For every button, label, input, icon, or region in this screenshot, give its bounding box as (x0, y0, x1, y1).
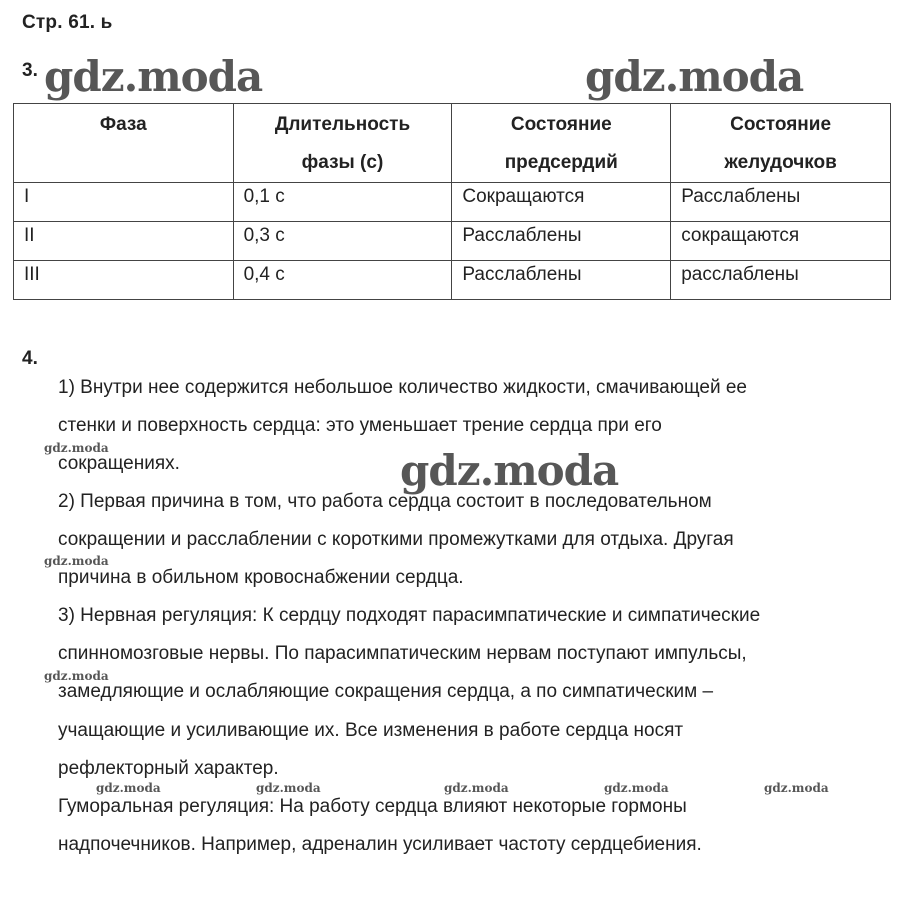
cell-atria: Сокращаются (452, 183, 671, 222)
watermark: gdz.moda (400, 446, 619, 495)
cell-duration: 0,1 с (233, 183, 452, 222)
cell-phase: II (14, 222, 234, 261)
cell-ventricles: расслаблены (671, 261, 891, 300)
watermark: gdz.moda (44, 669, 109, 683)
page-title: Стр. 61. ь (22, 12, 113, 33)
header-duration: Длительность фазы (с) (233, 104, 452, 183)
cell-duration: 0,4 с (233, 261, 452, 300)
header-ventricles-state: Состояние желудочков (671, 104, 891, 183)
paragraph-line: 1) Внутри нее содержится небольшое количество жидкости, смачивающей ее (58, 377, 747, 398)
table-row (14, 261, 891, 300)
cell-atria: Расслаблены (452, 261, 671, 300)
cell-duration: 0,3 с (233, 222, 452, 261)
cell-phase: I (14, 183, 234, 222)
table-header-row (14, 104, 891, 183)
header-phase: Фаза (14, 104, 234, 183)
section-3-number: 3. (22, 60, 38, 81)
watermark: gdz.moda (764, 781, 829, 795)
paragraph-line: сокращении и расслаблении с короткими промежутками для отдыха. Другая (58, 529, 734, 551)
cell-ventricles: Расслаблены (671, 183, 891, 222)
paragraph-line: Гуморальная регуляция: На работу сердца влияют некоторые гормоны (58, 796, 687, 817)
watermark: gdz.moda (96, 781, 161, 795)
watermark: gdz.moda (444, 781, 509, 795)
cell-atria: Расслаблены (452, 222, 671, 261)
paragraph-line: спинномозговые нервы. По парасимпатическим нервам поступают импульсы, (58, 643, 747, 665)
watermark: gdz.moda (44, 554, 109, 568)
cell-ventricles: сокращаются (671, 222, 891, 261)
header-atria-state: Состояние предсердий (452, 104, 671, 183)
paragraph-line: 3) Нервная регуляция: К сердцу подходят парасимпатические и симпатические (58, 605, 761, 626)
answer-paragraph-4 (58, 788, 898, 864)
section-4-number: 4. (22, 348, 38, 369)
answer-paragraph-3 (58, 597, 898, 788)
paragraph-line: сокращениях. (58, 453, 180, 475)
paragraph-line: надпочечников. Например, адреналин усиливает частоту сердцебиения. (58, 834, 702, 856)
watermark: gdz.moda (256, 781, 321, 795)
paragraph-line: 2) Первая причина в том, что работа сердца состоит в последовательном (58, 491, 712, 512)
paragraph-line: учащающие и усиливающие их. Все изменения в работе сердца носят (58, 719, 684, 741)
table-row (14, 183, 891, 222)
watermark: gdz.moda (604, 781, 669, 795)
paragraph-line: причина в обильном кровоснабжении сердца. (58, 567, 464, 589)
watermark: gdz.moda (44, 441, 109, 455)
paragraph-line: рефлекторный характер. (58, 757, 279, 779)
answer-paragraph-2 (58, 483, 898, 598)
paragraph-line: замедляющие и ослабляющие сокращения сердца, а по симпатическим – (58, 681, 714, 703)
watermark: gdz.moda (44, 52, 263, 101)
paragraph-line: стенки и поверхность сердца: это уменьшает трение сердца при его (58, 415, 662, 437)
watermark: gdz.moda (585, 52, 804, 101)
heart-phases-table (13, 103, 891, 300)
table-row (14, 222, 891, 261)
cell-phase: III (14, 261, 234, 300)
